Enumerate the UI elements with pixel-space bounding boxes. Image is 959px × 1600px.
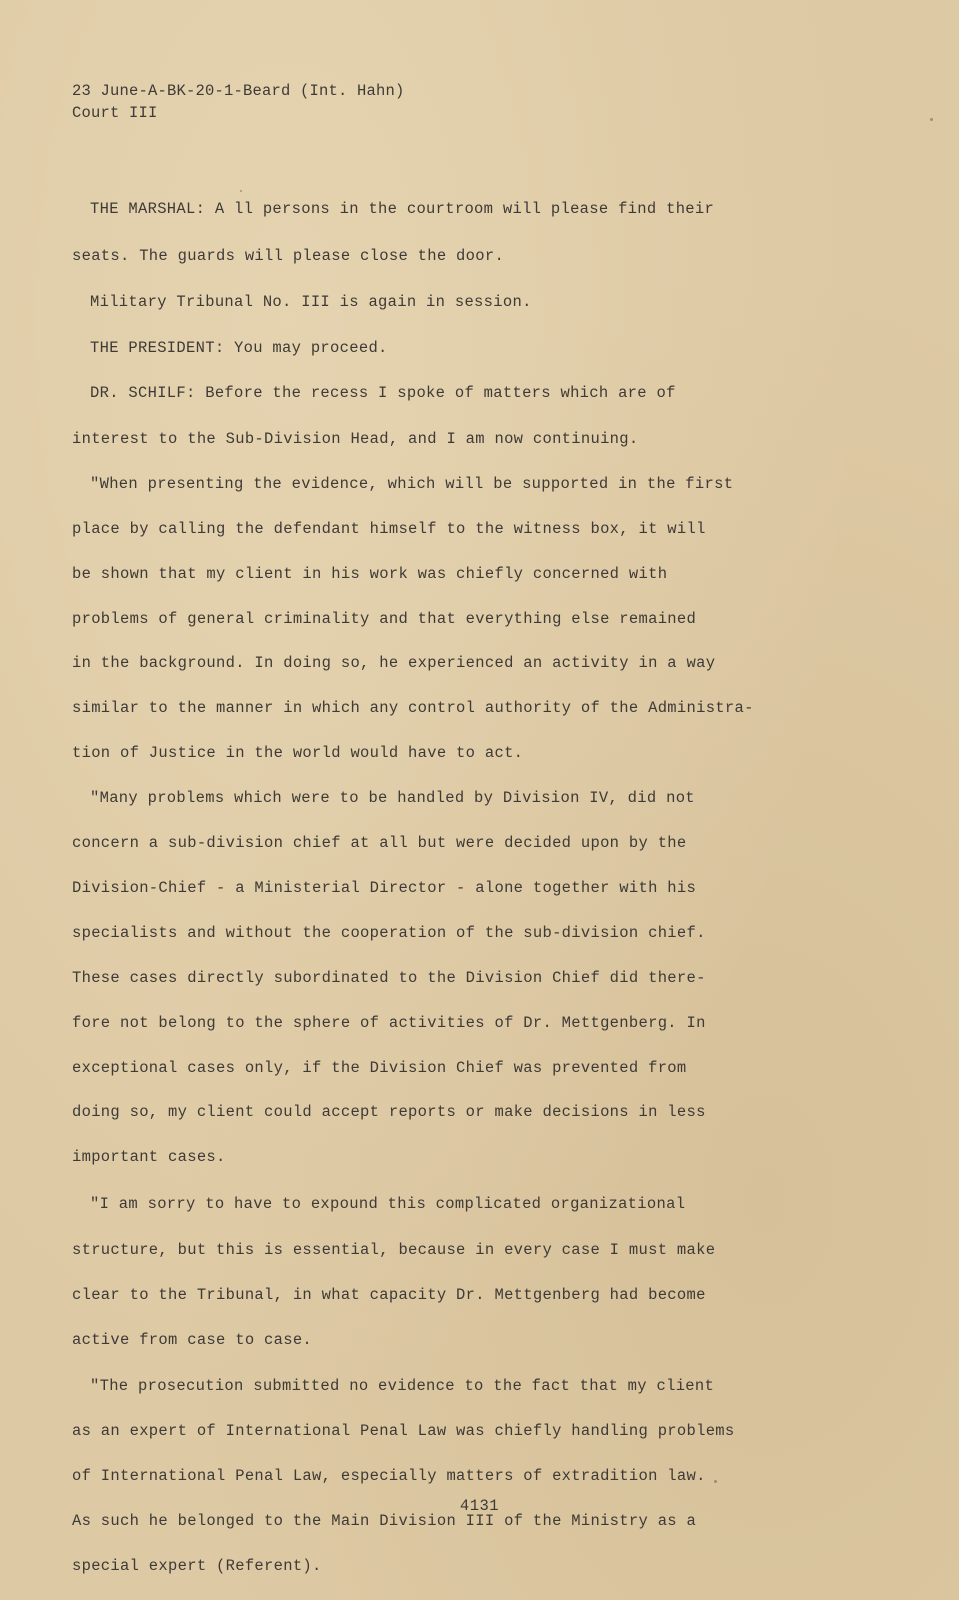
transcript-line: interest to the Sub-Division Head, and I am now continuing.: [72, 430, 639, 448]
transcript-line: of International Penal Law, especially matters of extradition law.: [72, 1467, 706, 1485]
transcript-line: As such he belonged to the Main Division III of the Ministry as a: [72, 1512, 697, 1530]
transcript-line: problems of general criminality and that everything else remained: [72, 610, 697, 628]
transcript-line: doing so, my client could accept reports or make decisions in less: [72, 1103, 706, 1121]
transcript-line: seats. The guards will please close the door.: [72, 247, 505, 265]
page-number: 4131: [459, 1497, 500, 1515]
paper-speck: [930, 118, 933, 121]
transcript-line: clear to the Tribunal, in what capacity Dr. Mettgenberg had become: [72, 1286, 706, 1304]
transcript-line: place by calling the defendant himself to the witness box, it will: [72, 520, 706, 538]
transcript-line: "When presenting the evidence, which will be supported in the first: [90, 475, 734, 493]
transcript-line: THE MARSHAL: A ll persons in the courtroom will please find their: [90, 200, 715, 218]
transcript-line: Division-Chief - a Ministerial Director - alone together with his: [72, 879, 697, 897]
transcript-line: exceptional cases only, if the Division Chief was prevented from: [72, 1059, 687, 1077]
header-court: Court III: [72, 104, 158, 122]
transcript-line: concern a sub-division chief at all but were decided upon by the: [72, 834, 687, 852]
transcript-line: "The prosecution submitted no evidence to the fact that my client: [90, 1377, 715, 1395]
transcript-line: Military Tribunal No. III is again in session.: [90, 293, 532, 311]
header-reference: 23 June-A-BK-20-1-Beard (Int. Hahn): [72, 82, 405, 100]
transcript-line: similar to the manner in which any control authority of the Administra-: [72, 699, 754, 717]
document-header: [72, 80, 405, 124]
transcript-line: special expert (Referent).: [72, 1557, 322, 1575]
transcript-line: THE PRESIDENT: You may proceed.: [90, 339, 388, 357]
transcript-line: be shown that my client in his work was chiefly concerned with: [72, 565, 668, 583]
transcript-line: structure, but this is essential, because in every case I must make: [72, 1241, 716, 1259]
transcript-line: important cases.: [72, 1148, 226, 1166]
transcript-line: fore not belong to the sphere of activities of Dr. Mettgenberg. In: [72, 1014, 706, 1032]
transcript-line: as an expert of International Penal Law was chiefly handling problems: [72, 1422, 735, 1440]
transcript-line: "Many problems which were to be handled by Division IV, did not: [90, 789, 695, 807]
transcript-line: These cases directly subordinated to the Division Chief did there-: [72, 969, 706, 987]
transcript-line: active from case to case.: [72, 1331, 313, 1349]
transcript-line: "I am sorry to have to expound this complicated organizational: [90, 1195, 686, 1213]
transcript-line: DR. SCHILF: Before the recess I spoke of matters which are of: [90, 384, 676, 402]
transcript-line: tion of Justice in the world would have to act.: [72, 744, 524, 762]
transcript-line: in the background. In doing so, he experienced an activity in a way: [72, 654, 716, 672]
transcript-line: specialists and without the cooperation of the sub-division chief.: [72, 924, 706, 942]
paper-speck: [714, 1480, 717, 1483]
paper-speck: [240, 190, 242, 192]
